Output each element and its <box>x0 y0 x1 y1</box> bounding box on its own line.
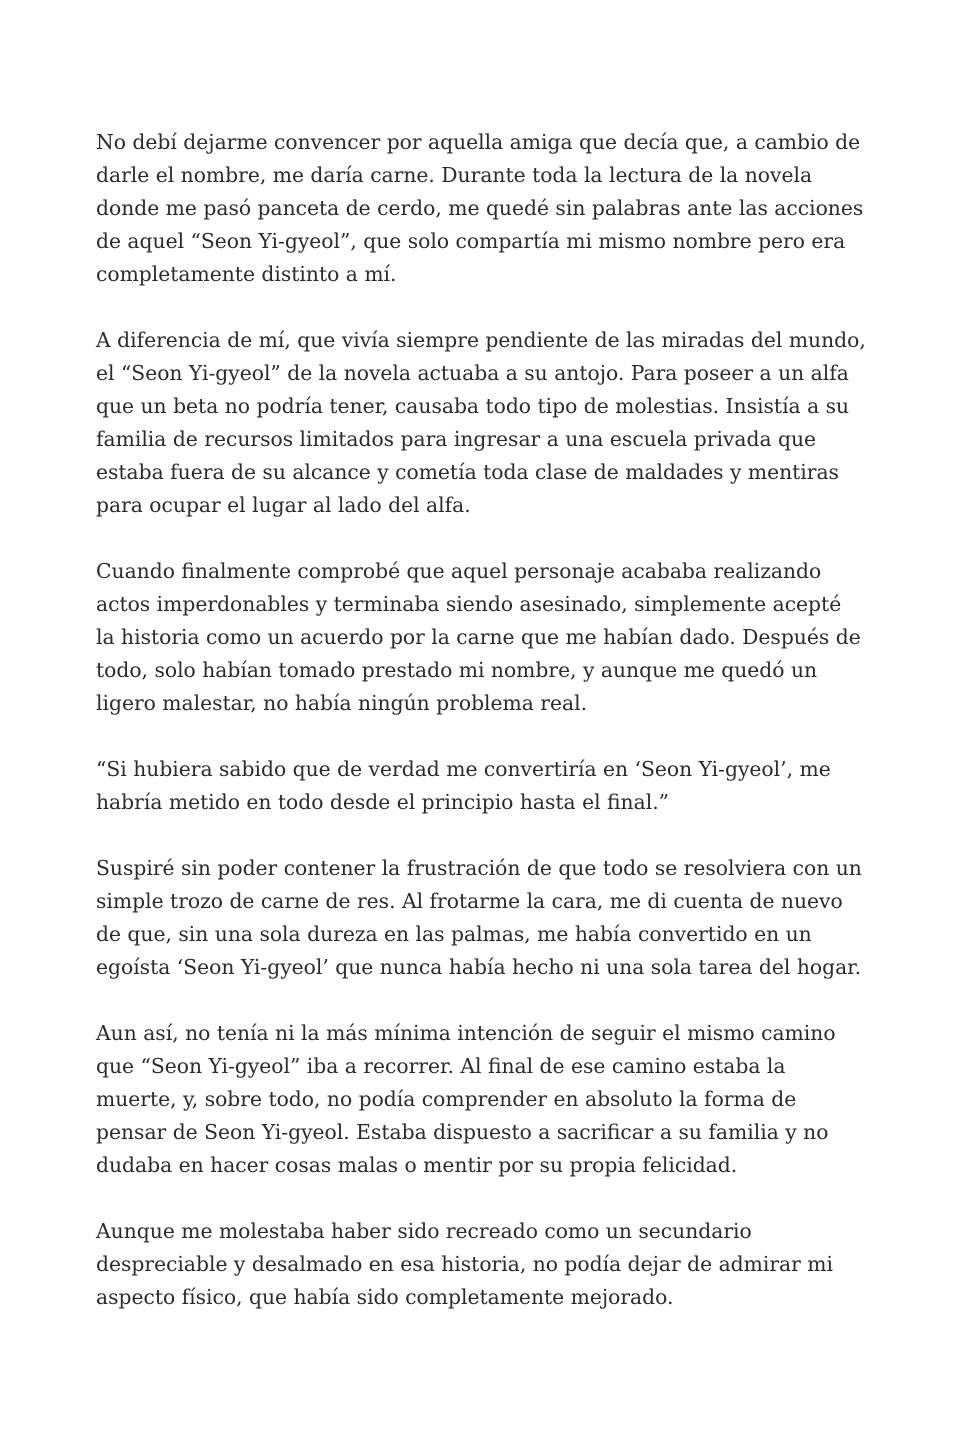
paragraph: Aunque me molestaba haber sido recreado como un secundario despreciable y desalmado en esa historia, no podía dejar de admirar mi aspecto físico, que había sido completamente mejorado. <box>96 1219 834 1309</box>
paragraph: A diferencia de mí, que vivía siempre pendiente de las miradas del mundo, el “Seon Yi-gyeol” de la novela actuaba a su antojo. Para poseer a un alfa que un beta no podría tener, causaba todo tipo de molestias. Insistía a su familia de recursos limitados para ingresar a una escuela privada que estaba fuera de su alcance y cometía toda clase de maldades y mentiras para ocupar el lugar al lado del alfa. <box>96 328 866 517</box>
paragraph: Cuando finalmente comprobé que aquel personaje acababa realizando actos imperdonables y terminaba siendo asesinado, simplemente acepté la historia como un acuerdo por la carne que me habían dado. Después de todo, solo habían tomado prestado mi nombre, y aunque me quedó un ligero malestar, no había ningún problema real. <box>96 559 861 715</box>
paragraph: “Si hubiera sabido que de verdad me convertiría en ‘Seon Yi-gyeol’, me habría metido en todo desde el principio hasta el final.” <box>96 757 831 814</box>
paragraph: Aun así, no tenía ni la más mínima intención de seguir el mismo camino que “Seon Yi-gyeol” iba a recorrer. Al final de ese camino estaba la muerte, y, sobre todo, no podía comprender en absoluto la forma de pensar de Seon Yi-gyeol. Estaba dispuesto a sacrificar a su familia y no dudaba en hacer cosas malas o mentir por su propia felicidad. <box>96 1021 836 1177</box>
paragraph: Suspiré sin poder contener la frustración de que todo se resolviera con un simple trozo de carne de res. Al frotarme la cara, me di cuenta de nuevo de que, sin una sola dureza en las palmas, me había convertido en un egoísta ‘Seon Yi-gyeol’ que nunca había hecho ni una sola tarea del hogar. <box>96 856 862 979</box>
document-page <box>96 126 866 1347</box>
paragraph: No debí dejarme convencer por aquella amiga que decía que, a cambio de darle el nombre, me daría carne. Durante toda la lectura de la novela donde me pasó panceta de cerdo, me quedé sin palabras ante las acciones de aquel “Seon Yi-gyeol”, que solo compartía mi mismo nombre pero era completamente distinto a mí. <box>96 130 864 286</box>
